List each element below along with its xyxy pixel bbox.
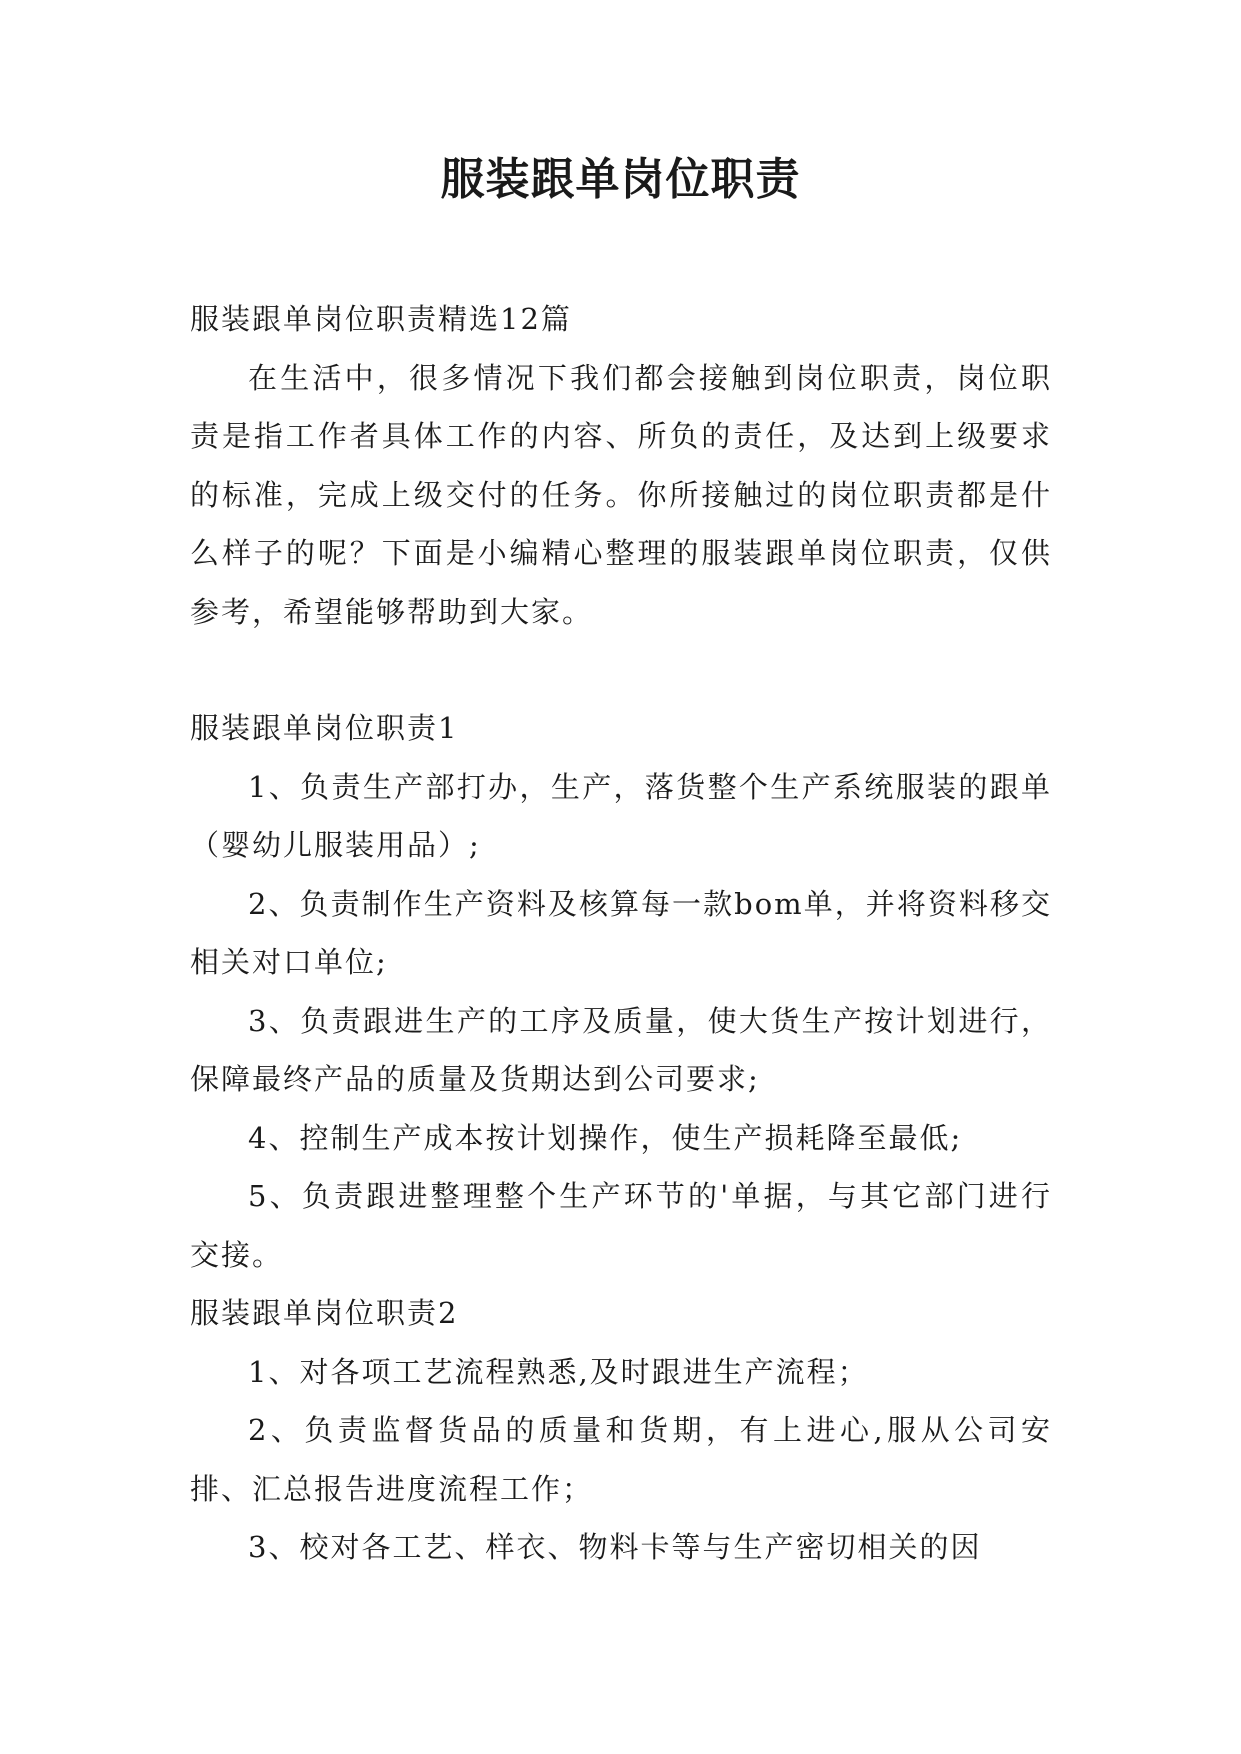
document-body	[190, 290, 1052, 1577]
section-1-item-5: 5、负责跟进整理整个生产环节的'单据，与其它部门进行交接。	[190, 1179, 1052, 1272]
section-1-item-3: 3、负责跟进生产的工序及质量，使大货生产按计划进行，保障最终产品的质量及货期达到公司要求;	[190, 1003, 1052, 1096]
section-1-item-4: 4、控制生产成本按计划操作，使生产损耗降至最低;	[248, 1120, 963, 1155]
section-1-item-1: 1、负责生产部打办，生产，落货整个生产系统服装的跟单（婴幼儿服装用品）;	[190, 769, 1052, 862]
intro-paragraph: 在生活中，很多情况下我们都会接触到岗位职责，岗位职责是指工作者具体工作的内容、所负的责任，及达到上级要求的标准，完成上级交付的任务。你所接触过的岗位职责都是什么样子的呢？下面是小编精心整理的服装跟单岗位职责，仅供参考，希望能够帮助到大家。	[190, 360, 1052, 629]
section-heading-2: 服装跟单岗位职责2	[190, 1296, 459, 1330]
section-heading-1: 服装跟单岗位职责1	[190, 711, 459, 745]
section-1-item-2: 2、负责制作生产资料及核算每一款bom单，并将资料移交相关对口单位;	[190, 886, 1052, 979]
section-2-item-1: 1、对各项工艺流程熟悉,及时跟进生产流程；	[248, 1354, 869, 1389]
section-2-item-2: 2、负责监督货品的质量和货期，有上进心,服从公司安排、汇总报告进度流程工作；	[190, 1413, 1052, 1506]
document-subtitle: 服装跟单岗位职责精选12篇	[190, 302, 572, 336]
document-title: 服装跟单岗位职责	[440, 154, 801, 205]
section-2-item-3: 3、校对各工艺、样衣、物料卡等与生产密切相关的因	[248, 1530, 982, 1564]
